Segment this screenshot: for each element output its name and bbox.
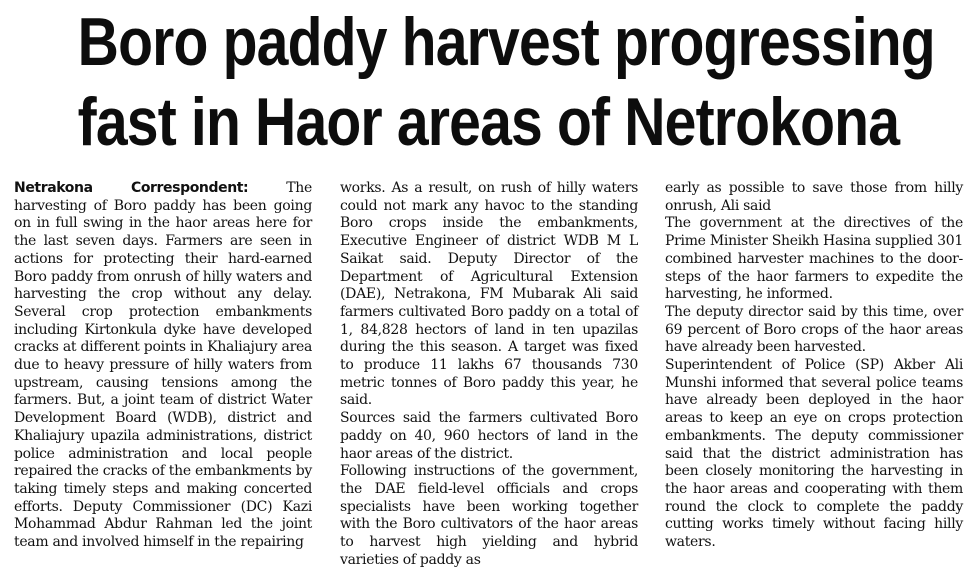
headline-line-1: Boro paddy harvest progressing — [77, 4, 935, 80]
column-2-paragraph-1: works. As a result, on rush of hilly waters could not mark any havoc to the standing Boro crops inside the embankments, Executive Engineer of district WDB M L Saikat said. Deputy Director of the Department of Agricultural Extension (DAE), Netrakona, FM Mubarak Ali said farmers cultivated Boro paddy on a total of 1, 84,828 hectors of land in ten upazilas during the this season. A target was fixed to produce 11 lakhs 67 thousands 730 metric tonnes of Boro paddy this year, he said. — [340, 180, 638, 409]
article-column-2 — [340, 180, 638, 569]
article-body — [14, 180, 964, 568]
article-column-1 — [14, 180, 312, 552]
article-headline — [77, 2, 935, 162]
byline: Netrakona Correspondent: — [14, 180, 249, 196]
column-3-paragraph-4: Superintendent of Police (SP) Akber Ali Munshi informed that several police teams have already been deployed in the haor areas to keep an eye on crops protection embankments. The deputy commissioner said that the district administration has been closely monitoring the harvesting in the haor areas and cooperating with them round the clock to complete the paddy cutting works timely without facing hilly waters. — [665, 357, 963, 551]
column-1-paragraph-1 — [14, 180, 312, 552]
column-3-paragraph-3: The deputy director said by this time, over 69 percent of Boro crops of the haor areas have already been harvested. — [665, 303, 963, 356]
article-column-3 — [665, 180, 963, 552]
column-1-paragraph-1-text: The harvesting of Boro paddy has been going on in full swing in the haor areas here for the last seven days. Farmers are seen in actions for protecting their hard-earned Boro paddy from onrush of hilly waters and harvesting the crop without any delay. Several crop protection embankments including Kirtonkula dyke have developed cracks at different points in Khaliajury area due to heavy pressure of hilly waters from upstream, causing tensions among the farmers. But, a joint team of district Water Development Board (WDB), district and Khaliajury upazila administrations, district police administration and local people repaired the cracks of the embankments by taking timely steps and making concerted efforts. Deputy Commissioner (DC) Kazi Mohammad Abdur Rahman led the joint team and involved himself in the repairing — [14, 180, 312, 551]
headline-line-2: fast in Haor areas of Netrokona — [77, 84, 900, 160]
column-2-paragraph-3: Following instructions of the government, the DAE field-level officials and crops specialists have been working together with the Boro cultivators of the haor areas to harvest high yielding and hybrid varieties of paddy as — [340, 463, 638, 568]
column-3-paragraph-1: early as possible to save those from hilly onrush, Ali said — [665, 180, 963, 214]
column-3-paragraph-2: The government at the directives of the Prime Minister Sheikh Hasina supplied 301 combined harvester machines to the door-steps of the haor farmers to expedite the harvesting, he informed. — [665, 215, 963, 303]
column-2-paragraph-2: Sources said the farmers cultivated Boro paddy on 40, 960 hectors of land in the haor areas of the district. — [340, 410, 638, 462]
